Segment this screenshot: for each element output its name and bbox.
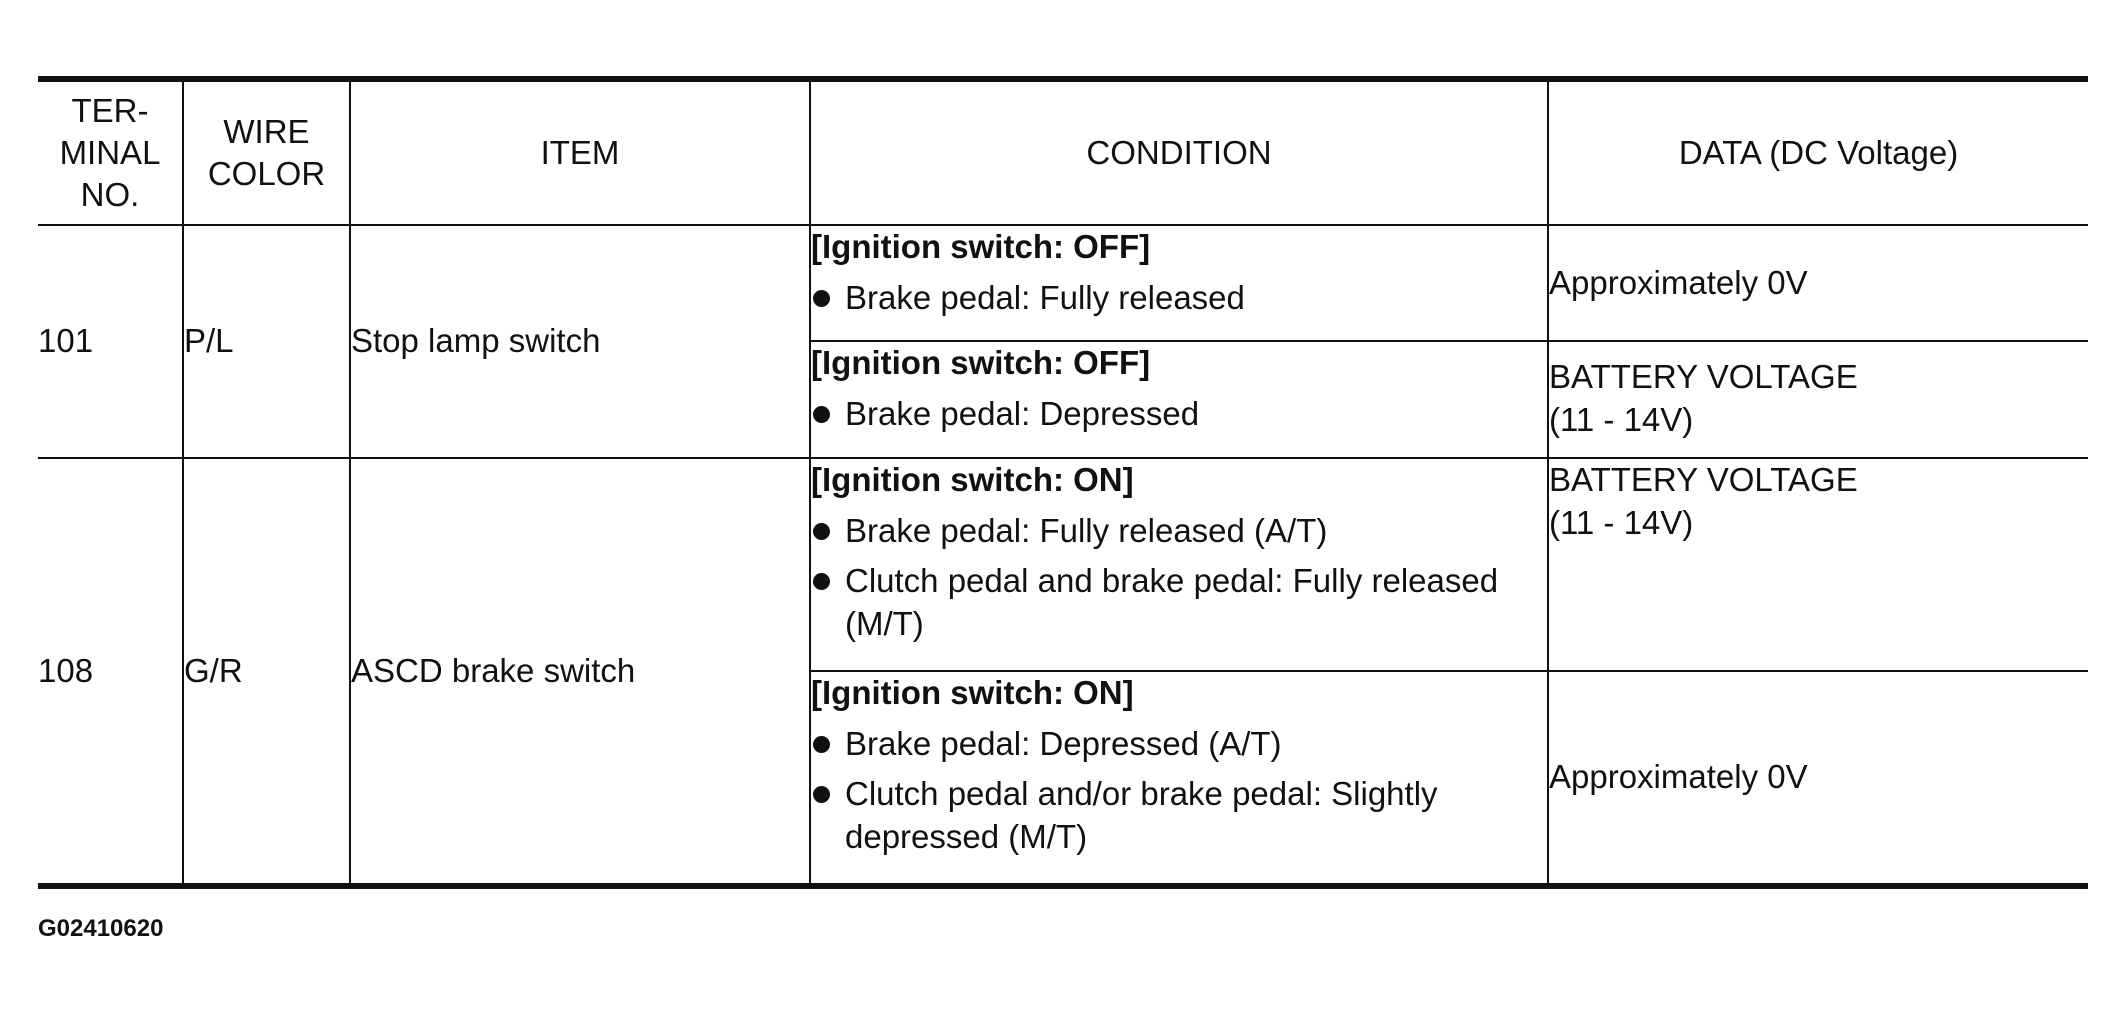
- condition-text: Brake pedal: Fully released: [845, 278, 1245, 316]
- header-item: ITEM: [350, 79, 810, 225]
- data-value: Approximately 0V: [1549, 263, 1808, 301]
- bullet-icon: [813, 573, 830, 590]
- data-value-range: (11 - 14V): [1549, 503, 1694, 541]
- header-condition: CONDITION: [810, 79, 1548, 225]
- condition-list: [811, 393, 1547, 436]
- table-row: [38, 225, 2088, 341]
- condition-item: [811, 393, 1547, 436]
- item-cell: ASCD brake switch: [350, 458, 810, 886]
- condition-item: [811, 510, 1547, 553]
- bullet-icon: [813, 406, 830, 423]
- condition-cell: [810, 225, 1548, 341]
- header-terminal-line-2: MINAL: [59, 133, 161, 171]
- wire-color-cell: G/R: [183, 458, 350, 886]
- data-cell: [1548, 225, 2088, 341]
- condition-text: Clutch pedal and brake pedal: Fully released (M/T): [845, 561, 1499, 642]
- terminal-data-table: [38, 76, 2088, 889]
- data-cell: [1548, 341, 2088, 458]
- header-wire-line-2: COLOR: [207, 155, 326, 192]
- data-value: BATTERY VOLTAGE: [1549, 358, 1858, 395]
- figure-code: G02410620: [38, 915, 164, 942]
- bullet-icon: [813, 736, 830, 753]
- condition-text: Brake pedal: Depressed: [845, 394, 1200, 432]
- wire-color-cell: P/L: [183, 225, 350, 458]
- bullet-icon: [813, 523, 830, 540]
- item-cell: Stop lamp switch: [350, 225, 810, 458]
- data-value: BATTERY VOLTAGE: [1549, 461, 1858, 498]
- header-row: [38, 79, 2088, 225]
- condition-cell: [810, 341, 1548, 458]
- condition-item: [811, 773, 1547, 859]
- header-terminal-line-1: TER-: [71, 91, 149, 129]
- header-wire-line-1: WIRE: [223, 112, 310, 150]
- terminal-no-cell: 108: [38, 458, 183, 886]
- condition-list: [811, 277, 1547, 320]
- header-data: DATA (DC Voltage): [1548, 79, 2088, 225]
- condition-heading: [Ignition switch: OFF]: [811, 344, 1151, 381]
- data-value-range: (11 - 14V): [1549, 400, 1694, 438]
- data-cell: [1548, 671, 2088, 886]
- condition-text: Clutch pedal and/or brake pedal: Slightly depressed (M/T): [845, 774, 1438, 855]
- condition-cell: [810, 458, 1548, 671]
- condition-cell: [810, 671, 1548, 886]
- bullet-icon: [813, 290, 830, 307]
- condition-text: Brake pedal: Fully released (A/T): [845, 511, 1328, 549]
- data-value: Approximately 0V: [1549, 758, 1808, 796]
- table-row: [38, 458, 2088, 671]
- condition-list: [811, 510, 1547, 646]
- condition-heading: [Ignition switch: OFF]: [811, 228, 1151, 265]
- header-terminal-no: [38, 79, 183, 225]
- header-terminal-line-3: NO.: [80, 176, 140, 214]
- condition-item: [811, 277, 1547, 320]
- condition-text: Brake pedal: Depressed (A/T): [845, 724, 1282, 762]
- header-wire-color: [183, 79, 350, 225]
- terminal-no-cell: 101: [38, 225, 183, 458]
- condition-heading: [Ignition switch: ON]: [811, 674, 1134, 711]
- condition-item: [811, 560, 1547, 646]
- condition-item: [811, 723, 1547, 766]
- condition-list: [811, 723, 1547, 859]
- condition-heading: [Ignition switch: ON]: [811, 461, 1134, 498]
- bullet-icon: [813, 786, 830, 803]
- data-cell: [1548, 458, 2088, 671]
